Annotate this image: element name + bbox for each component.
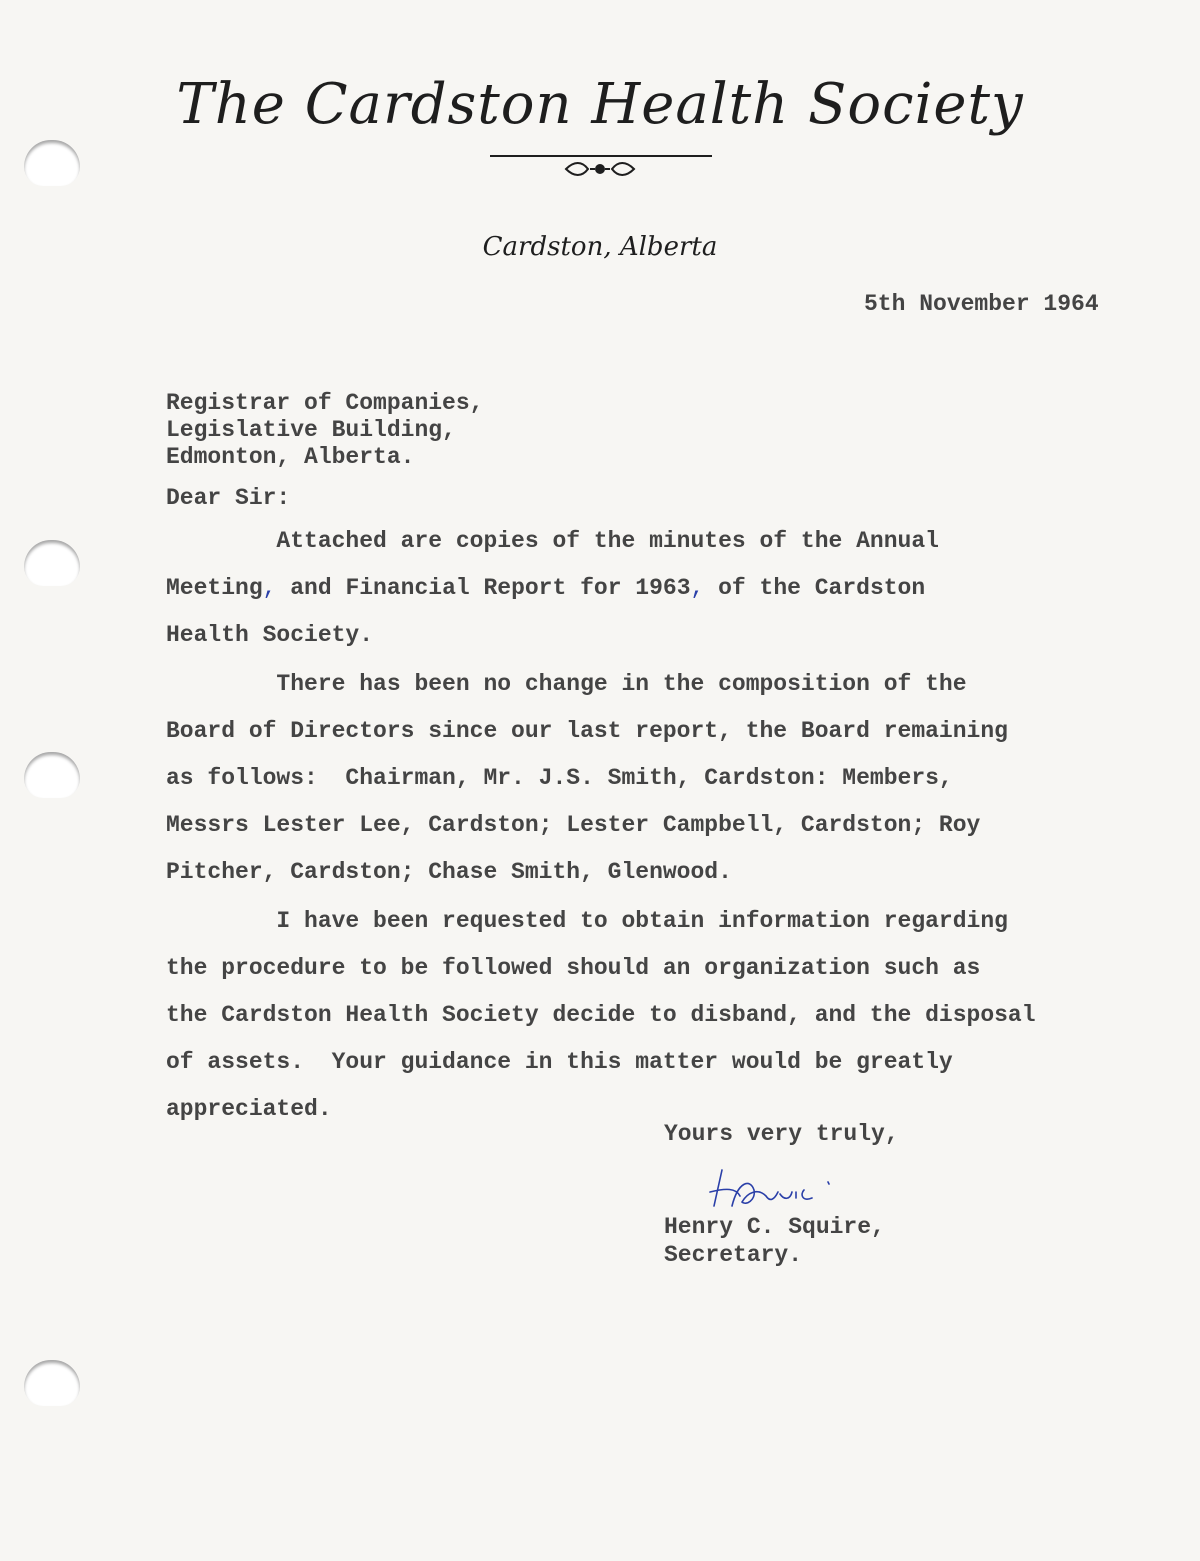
binder-hole xyxy=(24,752,80,798)
letterhead-title: The Cardston Health Society xyxy=(176,72,1024,137)
paragraph-request xyxy=(166,898,1086,1133)
ink-comma: , xyxy=(262,575,277,601)
paragraph-line: appreciated. xyxy=(166,1096,332,1122)
signer-name: Henry C. Squire, xyxy=(664,1214,885,1240)
letterhead-place: Cardston, Alberta xyxy=(482,232,718,262)
text-fragment: Meeting xyxy=(166,575,263,601)
paragraph-line: Pitcher, Cardston; Chase Smith, Glenwood. xyxy=(166,859,732,885)
binder-hole xyxy=(24,540,80,586)
letterhead-rule xyxy=(490,155,712,157)
paragraph-line: as follows: Chairman, Mr. J.S. Smith, Cardston: Members, xyxy=(166,765,953,791)
text-fragment: and Financial Report for 1963 xyxy=(276,575,691,601)
ink-comma: , xyxy=(690,575,705,601)
recipient-line: Legislative Building, xyxy=(166,417,456,443)
paragraph-line: I have been requested to obtain information regarding xyxy=(166,908,1008,934)
paragraph-line: the procedure to be followed should an organization such as xyxy=(166,955,981,981)
signer-block xyxy=(664,1213,885,1269)
binder-hole xyxy=(24,140,80,186)
paragraph-line: Messrs Lester Lee, Cardston; Lester Campbell, Cardston; Roy xyxy=(166,812,981,838)
recipient-address xyxy=(166,390,483,471)
ornament-flourish-icon xyxy=(560,158,640,180)
letter-date: 5th November 1964 xyxy=(864,291,1099,317)
paragraph-line: the Cardston Health Society decide to disband, and the disposal xyxy=(166,1002,1036,1028)
paragraph-line: There has been no change in the composition of the xyxy=(166,671,967,697)
recipient-line: Registrar of Companies, xyxy=(166,390,484,416)
paragraph-board xyxy=(166,661,1086,896)
paragraph-line: Health Society. xyxy=(166,622,374,648)
recipient-line: Edmonton, Alberta. xyxy=(166,444,415,470)
paragraph-attachments xyxy=(166,518,1086,659)
paragraph-line xyxy=(166,565,1086,612)
paragraph-line: Board of Directors since our last report, the Board remaining xyxy=(166,718,1008,744)
text-fragment: of the Cardston xyxy=(704,575,926,601)
binder-hole xyxy=(24,1360,80,1406)
signature-icon xyxy=(696,1162,846,1212)
salutation: Dear Sir: xyxy=(166,485,291,511)
signer-title: Secretary. xyxy=(664,1242,803,1268)
paragraph-line: of assets. Your guidance in this matter would be greatly xyxy=(166,1049,953,1075)
paragraph-line: Attached are copies of the minutes of the Annual xyxy=(166,528,939,554)
closing: Yours very truly, xyxy=(664,1121,899,1147)
